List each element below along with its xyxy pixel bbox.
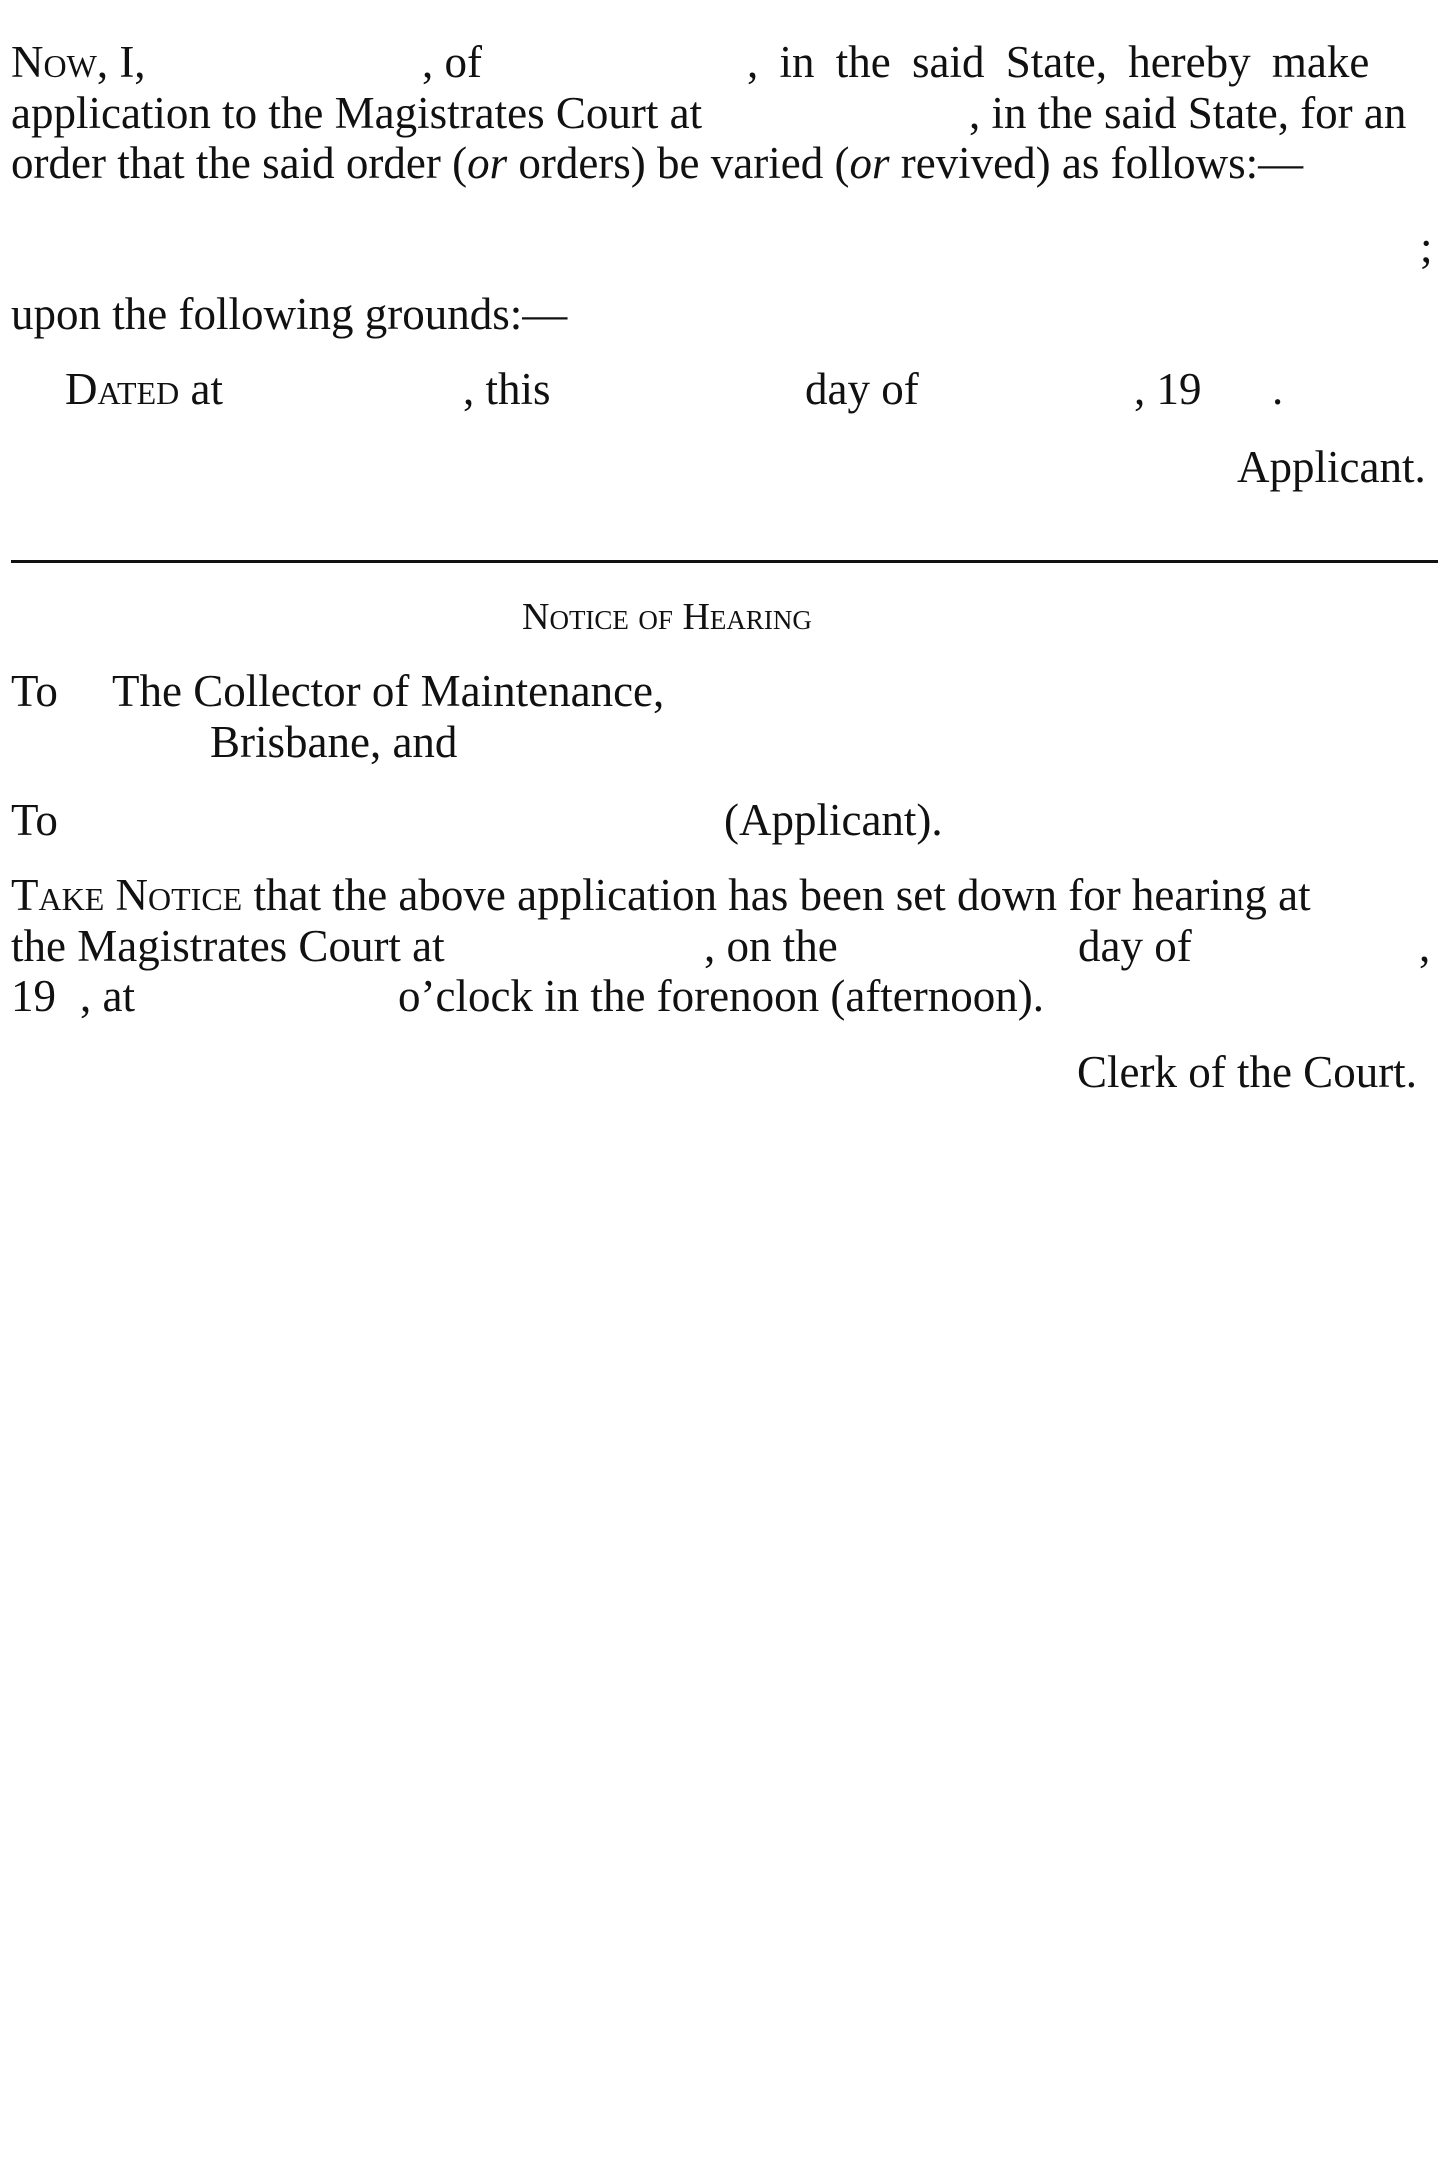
day-of-text: day of — [805, 364, 919, 414]
or-italic-2: or — [849, 138, 890, 188]
line3-part-b: orders) be varied ( — [507, 138, 850, 188]
notice-at-text: , at — [80, 971, 135, 1021]
application-line-2-left: application to the Magistrates Court at — [11, 88, 703, 138]
take-notice-word: Take Notice — [11, 870, 243, 920]
collector-line-1: The Collector of Maintenance, — [112, 666, 665, 716]
to-label-2: To — [11, 795, 58, 845]
applicant-signature-label: Applicant. — [1237, 442, 1426, 492]
take-notice-line-1 — [11, 870, 1311, 920]
application-line-2-right: , in the said State, for an — [969, 88, 1407, 138]
oclock-text: o’clock in the forenoon (afternoon). — [398, 971, 1044, 1021]
on-the-text: , on the — [704, 921, 838, 971]
line3-part-a: order that the said order ( — [11, 138, 468, 188]
hereby-make-text: , in the said State, hereby make — [747, 37, 1370, 87]
of-text: , of — [422, 37, 482, 87]
dated-period: . — [1272, 364, 1284, 414]
to-applicant: (Applicant). — [724, 795, 943, 845]
section-divider — [11, 560, 1438, 563]
application-line-3 — [11, 138, 1304, 188]
or-italic-1: or — [467, 138, 508, 188]
year-19-text: , 19 — [1134, 364, 1202, 414]
notice-year-19: 19 — [11, 971, 56, 1021]
take-notice-line-2-left: the Magistrates Court at — [11, 921, 445, 971]
dated-line — [65, 364, 223, 414]
collector-line-2: Brisbane, and — [210, 717, 458, 767]
to-label-1: To — [11, 666, 58, 716]
this-text: , this — [463, 364, 551, 414]
now-word: Now — [11, 37, 97, 87]
notice-heading: Notice of Hearing — [522, 596, 812, 638]
notice-comma: , — [1419, 921, 1431, 971]
line3-part-c: revived) as follows:— — [889, 138, 1304, 188]
dated-at: at — [179, 364, 223, 414]
clerk-signature-label: Clerk of the Court. — [1077, 1047, 1417, 1097]
application-line-1 — [11, 37, 146, 87]
take-notice-rest: that the above application has been set down for hearing at — [242, 870, 1311, 920]
semicolon: ; — [1420, 222, 1433, 272]
dated-word: Dated — [65, 364, 180, 414]
now-i-text: , I, — [96, 37, 146, 87]
notice-day-of-text: day of — [1078, 921, 1192, 971]
grounds-text: upon the following grounds:— — [11, 289, 568, 339]
